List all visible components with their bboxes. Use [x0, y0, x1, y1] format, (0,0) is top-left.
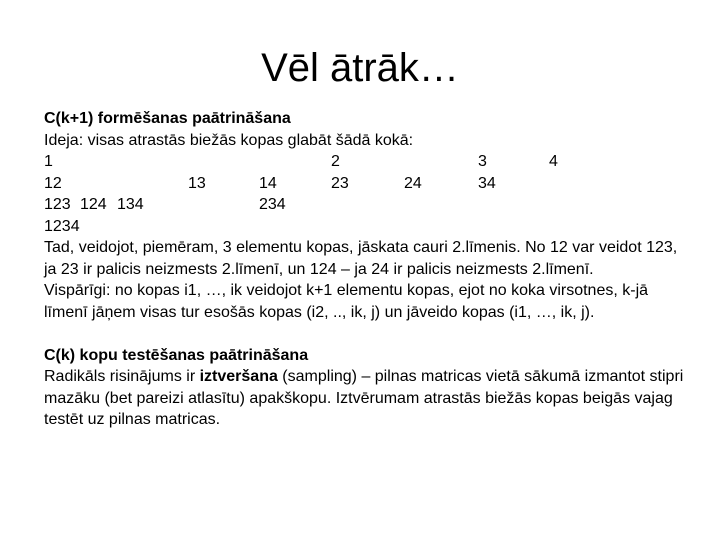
- tree-node: 14: [259, 174, 277, 192]
- tree-node: 12: [44, 174, 62, 192]
- tree-node: 134: [117, 196, 144, 213]
- tree-node: 1: [44, 153, 53, 170]
- generalization-paragraph: Vispārīgi: no kopas i1, …, ik veidojot k+1 elementu kopas, ejot no koka virsotnes, k-jā līmenī jāņem visas tur esošās kopas (i2, .., ik, j) un jāveido kopas (i1, …, ik, j).: [44, 282, 649, 321]
- sampling-term: iztveršana: [199, 368, 278, 385]
- tree-level-1: [44, 151, 694, 173]
- tree-node: 123: [44, 196, 71, 213]
- sampling-text-start: Radikāls risinājums ir: [44, 368, 200, 385]
- tree-level-3: [44, 194, 694, 216]
- tree-node: 23: [331, 174, 349, 192]
- paragraph-spacer: [44, 323, 694, 345]
- section-heading-candidate-generation: C(k+1) formēšanas paātrināšana: [44, 110, 291, 127]
- tree-node: 2: [331, 153, 340, 170]
- tree-node: 24: [404, 174, 422, 192]
- tree-intro-text: Ideja: visas atrastās biežās kopas glabāt šādā kokā:: [44, 131, 414, 149]
- tree-node: 234: [259, 196, 286, 213]
- tree-node: 13: [188, 174, 206, 192]
- explanation-paragraph: Tad, veidojot, piemēram, 3 elementu kopas, jāskata cauri 2.līmenis. No 12 var veidot 123, ja 23 ir palicis neizmests 2.līmenī, un 124 – ja 24 ir palicis neizmests 2.līmenī.: [44, 239, 678, 278]
- tree-level-2: [44, 173, 694, 195]
- tree-node: 3: [478, 153, 487, 170]
- section-heading-candidate-testing: C(k) kopu testēšanas paātrināšana: [44, 346, 309, 364]
- slide-title: Vēl ātrāk…: [261, 46, 459, 90]
- tree-node: 34: [478, 174, 496, 192]
- sampling-text-end: (sampling) – pilnas matricas vietā sākumā izmantot stipri mazāku (bet pareizi atlasītu) apakškopu. Iztvērumam atrastās biežās kopas beigās vajag testēt uz pilnas matricas.: [44, 368, 684, 428]
- tree-node: 4: [549, 153, 558, 170]
- tree-level-4: [44, 216, 694, 238]
- tree-node: 124: [80, 196, 107, 213]
- slide-body: [44, 108, 694, 431]
- tree-node: 1234: [44, 217, 80, 235]
- sampling-paragraph: [44, 366, 694, 431]
